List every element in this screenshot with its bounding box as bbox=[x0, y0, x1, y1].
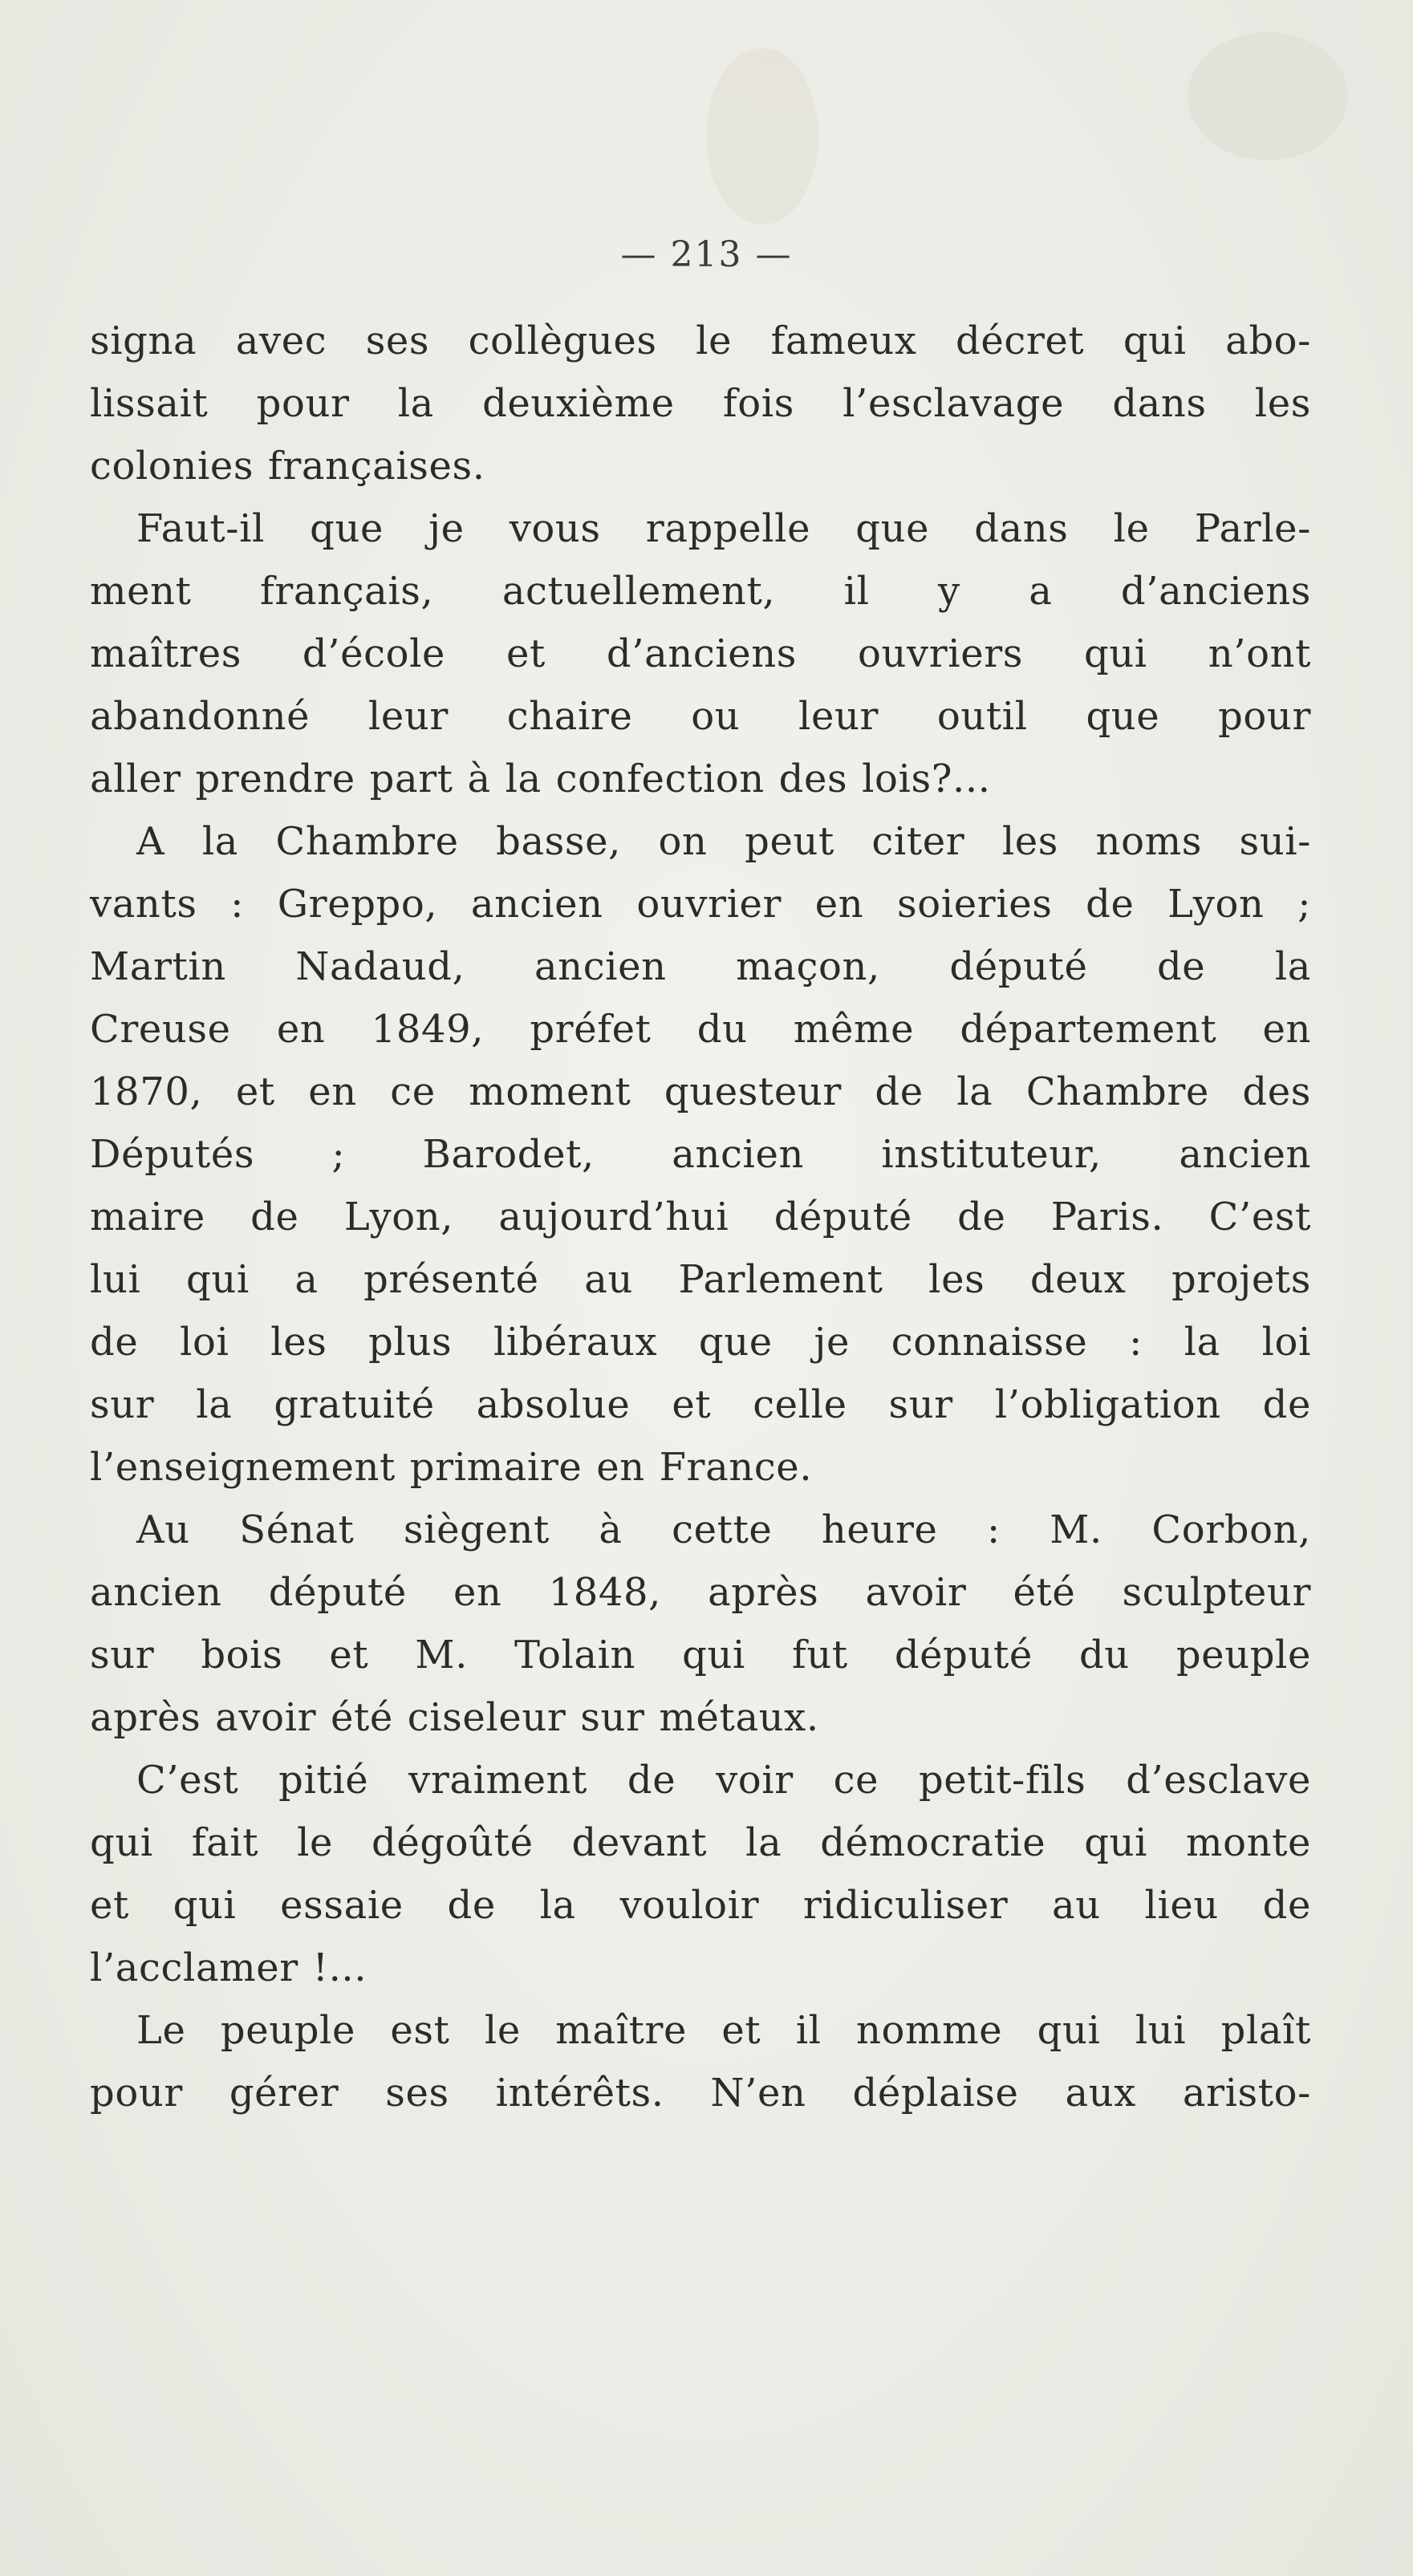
text-line: maîtres d’école et d’anciens ouvriers qui n’ont bbox=[90, 631, 1311, 676]
text-line: Au Sénat siègent à cette heure : M. Corbon, bbox=[136, 1507, 1311, 1552]
text-line: ment français, actuellement, il y a d’anciens bbox=[90, 569, 1311, 614]
text-line: pour gérer ses intérêts. N’en déplaise aux aristo- bbox=[90, 2071, 1311, 2116]
text-line: ancien député en 1848, après avoir été sculpteur bbox=[90, 1570, 1311, 1615]
text-line: lissait pour la deuxième fois l’esclavage dans les bbox=[90, 381, 1311, 426]
text-line: Martin Nadaud, ancien maçon, député de la bbox=[90, 944, 1311, 989]
text-line: et qui essaie de la vouloir ridiculiser au lieu de bbox=[90, 1883, 1311, 1928]
text-line: l’acclamer !... bbox=[90, 1945, 367, 1990]
paper-stain bbox=[1188, 32, 1348, 160]
text-line: vants : Greppo, ancien ouvrier en soieries de Lyon ; bbox=[90, 882, 1311, 927]
text-line: Creuse en 1849, préfet du même département en bbox=[90, 1007, 1311, 1052]
text-line: Le peuple est le maître et il nomme qui lui plaît bbox=[136, 2008, 1311, 2053]
text-line: qui fait le dégoûté devant la démocratie qui monte bbox=[90, 1820, 1311, 1865]
text-line: colonies françaises. bbox=[90, 444, 485, 489]
text-line: Députés ; Barodet, ancien instituteur, ancien bbox=[90, 1132, 1311, 1177]
text-line: signa avec ses collègues le fameux décret qui abo- bbox=[90, 318, 1311, 363]
text-line: abandonné leur chaire ou leur outil que pour bbox=[90, 694, 1311, 739]
text-line: aller prendre part à la confection des lois?... bbox=[90, 757, 991, 801]
page-number: — 213 — bbox=[620, 234, 793, 275]
text-line: maire de Lyon, aujourd’hui député de Paris. C’est bbox=[90, 1195, 1311, 1239]
text-line: 1870, et en ce moment questeur de la Chambre des bbox=[90, 1069, 1311, 1114]
text-line: A la Chambre basse, on peut citer les noms sui- bbox=[136, 819, 1311, 864]
text-line: après avoir été ciseleur sur métaux. bbox=[90, 1695, 819, 1740]
text-line: lui qui a présenté au Parlement les deux projets bbox=[90, 1257, 1311, 1302]
text-line: sur bois et M. Tolain qui fut député du peuple bbox=[90, 1633, 1311, 1677]
text-line: Faut-il que je vous rappelle que dans le Parle- bbox=[136, 506, 1311, 551]
paper-stain bbox=[706, 48, 818, 225]
body-text bbox=[90, 310, 1311, 2124]
text-line: l’enseignement primaire en France. bbox=[90, 1445, 813, 1490]
text-line: de loi les plus libéraux que je connaisse : la loi bbox=[90, 1320, 1311, 1365]
text-line: sur la gratuité absolue et celle sur l’obligation de bbox=[90, 1382, 1311, 1427]
text-line: C’est pitié vraiment de voir ce petit-fils d’esclave bbox=[136, 1758, 1311, 1803]
